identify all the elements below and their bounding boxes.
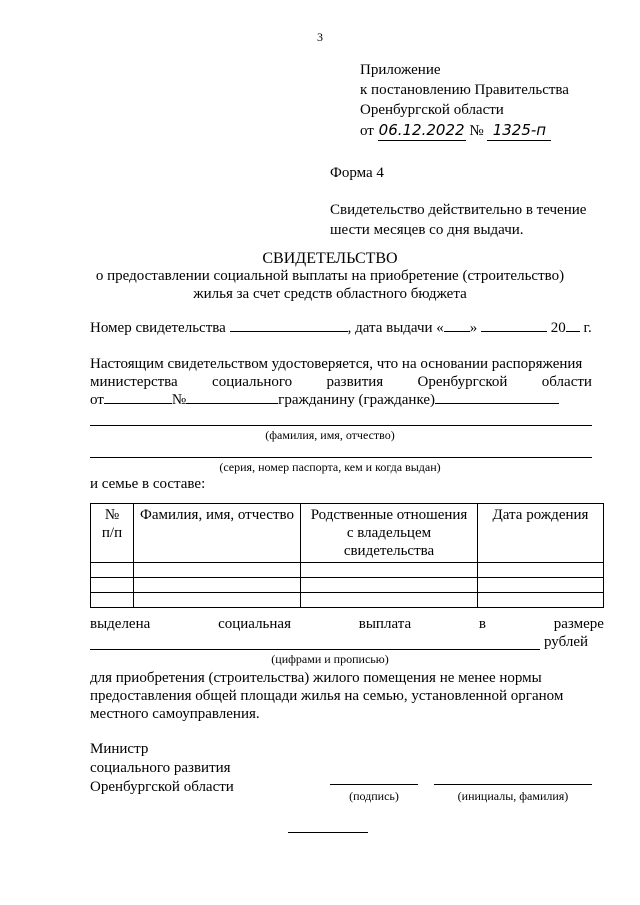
appendix-line-2: к постановлению Правительства — [360, 82, 569, 98]
initials-line[interactable] — [434, 784, 592, 785]
document-subtitle-1: о предоставлении социальной выплаты на приобретение (строительство) — [95, 268, 565, 284]
date-prefix: от — [360, 123, 374, 139]
header-birthdate: Дата рождения — [478, 504, 604, 563]
appendix-block — [360, 60, 569, 141]
payment-word: выделена — [90, 616, 151, 632]
purpose-line-3: местного самоуправления. — [90, 706, 260, 722]
table-cell[interactable] — [134, 563, 301, 578]
cert-number-label: Номер свидетельства — [90, 320, 226, 336]
body-word: социального — [212, 374, 293, 390]
signature-line[interactable] — [330, 784, 418, 785]
validity-note — [330, 200, 586, 240]
validity-line-2: шести месяцев со дня выдачи. — [330, 222, 524, 238]
signatory-line-2: социального развития — [90, 760, 231, 776]
body-line-2 — [90, 374, 592, 391]
amount-caption: (цифрами и прописью) — [271, 652, 389, 666]
table-cell[interactable] — [91, 578, 134, 593]
issue-year-field[interactable] — [566, 331, 580, 332]
signatory-line-1: Министр — [90, 741, 149, 757]
table-cell[interactable] — [91, 593, 134, 608]
passport-caption: (серия, номер паспорта, кем и когда выдан) — [219, 460, 441, 474]
validity-line-1: Свидетельство действительно в течение — [330, 202, 587, 218]
certificate-number-line — [90, 320, 592, 337]
appendix-date-line — [360, 120, 569, 141]
page-number: 3 — [317, 30, 323, 44]
table-cell[interactable] — [91, 563, 134, 578]
signatory-line-3: Оренбургской области — [90, 779, 234, 795]
handwritten-date: 06.12.2022 — [378, 121, 465, 139]
document-title: СВИДЕТЕЛЬСТВО — [262, 250, 398, 267]
table-cell[interactable] — [134, 593, 301, 608]
fio-line[interactable] — [90, 425, 592, 426]
body-word: министерства — [90, 374, 178, 390]
table-cell[interactable] — [478, 578, 604, 593]
purpose-line-2: предоставления общей площади жилья на семью, установленной органом — [90, 688, 564, 704]
order-number-label: № — [171, 392, 187, 408]
purpose-line-1: для приобретения (строительства) жилого помещения не менее нормы — [90, 670, 542, 686]
table-row — [91, 578, 604, 593]
payment-line — [90, 616, 604, 633]
header-number: № п/п — [91, 504, 134, 563]
passport-line[interactable] — [90, 457, 592, 458]
signature-caption: (подпись) — [349, 789, 399, 803]
amount-line[interactable] — [90, 649, 540, 650]
initials-caption: (инициалы, фамилия) — [457, 789, 569, 803]
table-row — [91, 563, 604, 578]
payment-word: в — [478, 616, 486, 632]
issue-day-field[interactable] — [444, 331, 470, 332]
table-cell[interactable] — [301, 563, 478, 578]
body-word: Оренбургской — [417, 374, 508, 390]
order-from-label: от — [90, 392, 104, 408]
rubles-label: рублей — [544, 634, 589, 650]
issue-month-field[interactable] — [481, 331, 547, 332]
table-cell[interactable] — [301, 578, 478, 593]
document-subtitle-2: жилья за счет средств областного бюджета — [193, 286, 467, 302]
issue-date-label: , дата выдачи « — [347, 320, 444, 336]
year-prefix: 20 — [550, 320, 566, 336]
cert-number-field[interactable] — [230, 331, 348, 332]
citizen-name-field[interactable] — [435, 403, 559, 404]
order-date-field[interactable] — [104, 403, 172, 404]
header-relation: Родственные отношения с владельцем свидетельства — [301, 504, 478, 563]
body-word: области — [541, 374, 592, 390]
table-cell[interactable] — [478, 593, 604, 608]
body-line-3 — [90, 392, 559, 409]
table-cell[interactable] — [134, 578, 301, 593]
handwritten-number: 1325-п — [487, 120, 551, 141]
signatory-block — [90, 740, 234, 797]
header-fio: Фамилия, имя, отчество — [134, 504, 301, 563]
end-divider — [288, 832, 368, 833]
citizen-label: гражданину (гражданке) — [278, 392, 436, 408]
appendix-line-3: Оренбургской области — [360, 102, 504, 118]
year-suffix: г. — [583, 320, 592, 336]
form-label: Форма 4 — [330, 165, 384, 181]
fio-caption: (фамилия, имя, отчество) — [265, 428, 395, 442]
table-header-row — [91, 504, 604, 563]
body-word: развития — [326, 374, 384, 390]
table-cell[interactable] — [301, 593, 478, 608]
payment-word: социальная — [218, 616, 291, 632]
family-label: и семье в составе: — [90, 476, 206, 492]
table-row — [91, 593, 604, 608]
family-members-table — [90, 503, 604, 608]
quote-close: » — [469, 320, 478, 336]
body-line-1: Настоящим свидетельством удостоверяется, что на основании распоряжения — [90, 356, 583, 372]
appendix-line-1: Приложение — [360, 62, 441, 78]
number-prefix: № — [469, 123, 484, 139]
order-number-field[interactable] — [186, 403, 278, 404]
payment-word: размере — [553, 616, 604, 632]
payment-word: выплата — [358, 616, 412, 632]
table-cell[interactable] — [478, 563, 604, 578]
